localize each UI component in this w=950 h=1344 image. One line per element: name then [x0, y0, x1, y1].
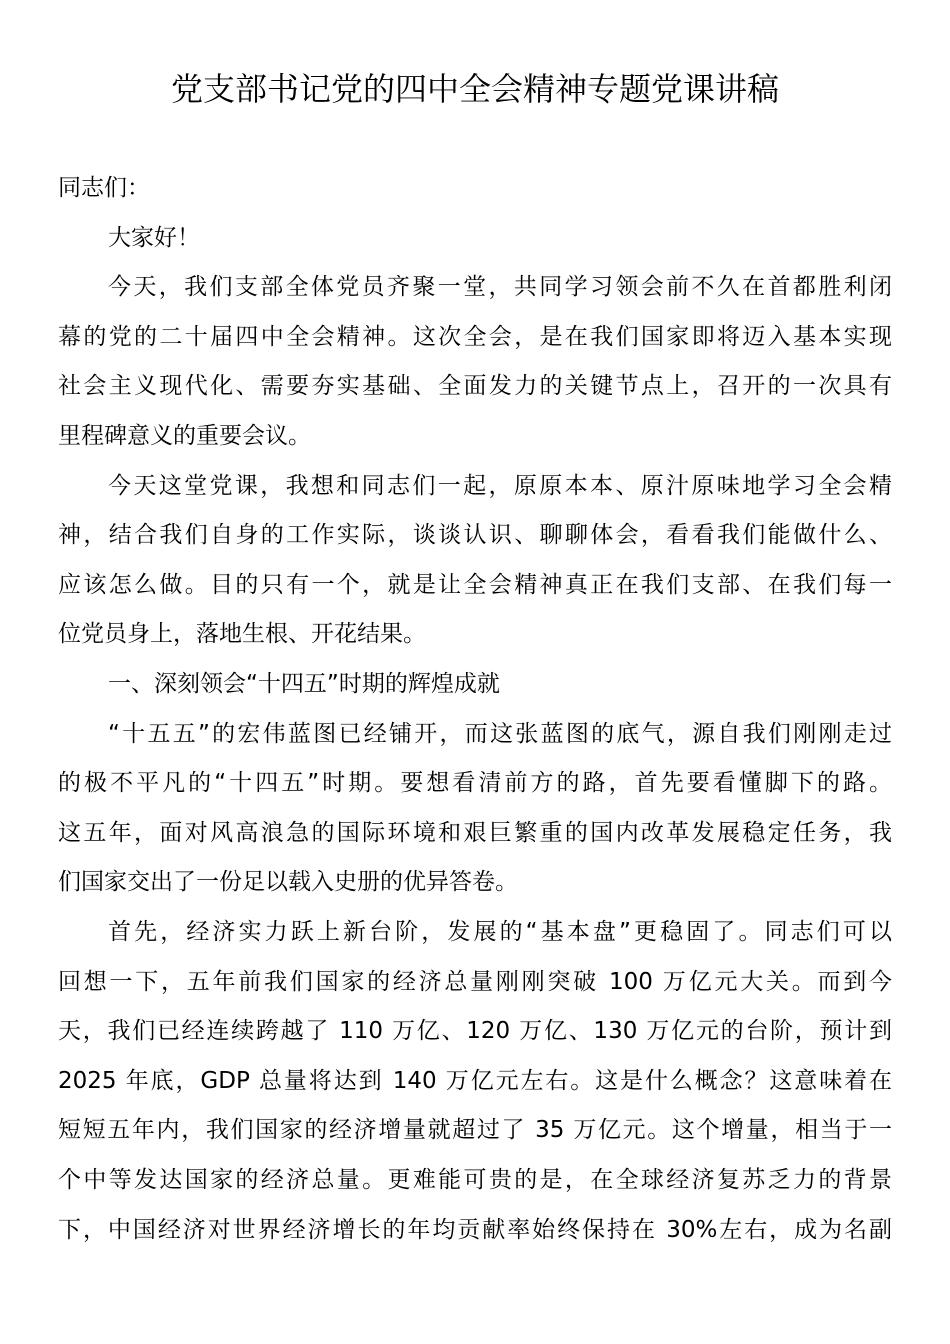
paragraph-line: 幕的党的二十届四中全会精神。这次全会，是在我们国家即将迈入基本实现	[58, 324, 892, 350]
paragraph-line: 这五年，面对风高浪急的国际环境和艰巨繁重的国内改革发展稳定任务，我	[58, 820, 892, 846]
paragraph-line: 应该怎么做。目的只有一个，就是让全会精神真正在我们支部、在我们每一	[58, 572, 892, 598]
document-title: 党支部书记党的四中全会精神专题党课讲稿	[170, 70, 779, 108]
paragraph-line: 里程碑意义的重要会议。	[58, 423, 311, 449]
paragraph-line: 今天这堂党课，我想和同志们一起，原原本本、原汁原味地学习全会精	[108, 473, 892, 499]
paragraph-line: 回想一下，五年前我们国家的经济总量刚刚突破 100 万亿元大关。而到今	[58, 969, 892, 995]
paragraph-line: 同志们：	[58, 175, 150, 201]
paragraph-line: 大家好！	[108, 225, 200, 251]
paragraph-line: 首先，经济实力跃上新台阶，发展的“基本盘”更稳固了。同志们可以	[108, 919, 892, 945]
paragraph-line: 2025 年底，GDP 总量将达到 140 万亿元左右。这是什么概念？这意味着在	[58, 1068, 892, 1094]
paragraph-line: 位党员身上，落地生根、开花结果。	[58, 621, 426, 647]
paragraph-line: 下，中国经济对世界经济增长的年均贡献率始终保持在 30%左右，成为名副	[58, 1217, 892, 1243]
paragraph-line: 社会主义现代化、需要夯实基础、全面发力的关键节点上，召开的一次具有	[58, 373, 892, 399]
paragraph-line: 们国家交出了一份足以载入史册的优异答卷。	[58, 869, 518, 895]
paragraph-line: 神，结合我们自身的工作实际，谈谈认识、聊聊体会，看看我们能做什么、	[58, 522, 892, 548]
paragraph-line: 天，我们已经连续跨越了 110 万亿、120 万亿、130 万亿元的台阶，预计到	[58, 1018, 892, 1044]
paragraph-line: 今天，我们支部全体党员齐聚一堂，共同学习领会前不久在首都胜利闭	[108, 274, 892, 300]
paragraph-line: 短短五年内，我们国家的经济增量就超过了 35 万亿元。这个增量，相当于一	[58, 1117, 892, 1143]
paragraph-line: “十五五”的宏伟蓝图已经铺开，而这张蓝图的底气，源自我们刚刚走过	[108, 721, 892, 747]
paragraph-line: 个中等发达国家的经济总量。更难能可贵的是，在全球经济复苏乏力的背景	[58, 1167, 892, 1193]
paragraph-line: 一、深刻领会“十四五”时期的辉煌成就	[108, 671, 500, 697]
paragraph-line: 的极不平凡的“十四五”时期。要想看清前方的路，首先要看懂脚下的路。	[58, 770, 892, 796]
